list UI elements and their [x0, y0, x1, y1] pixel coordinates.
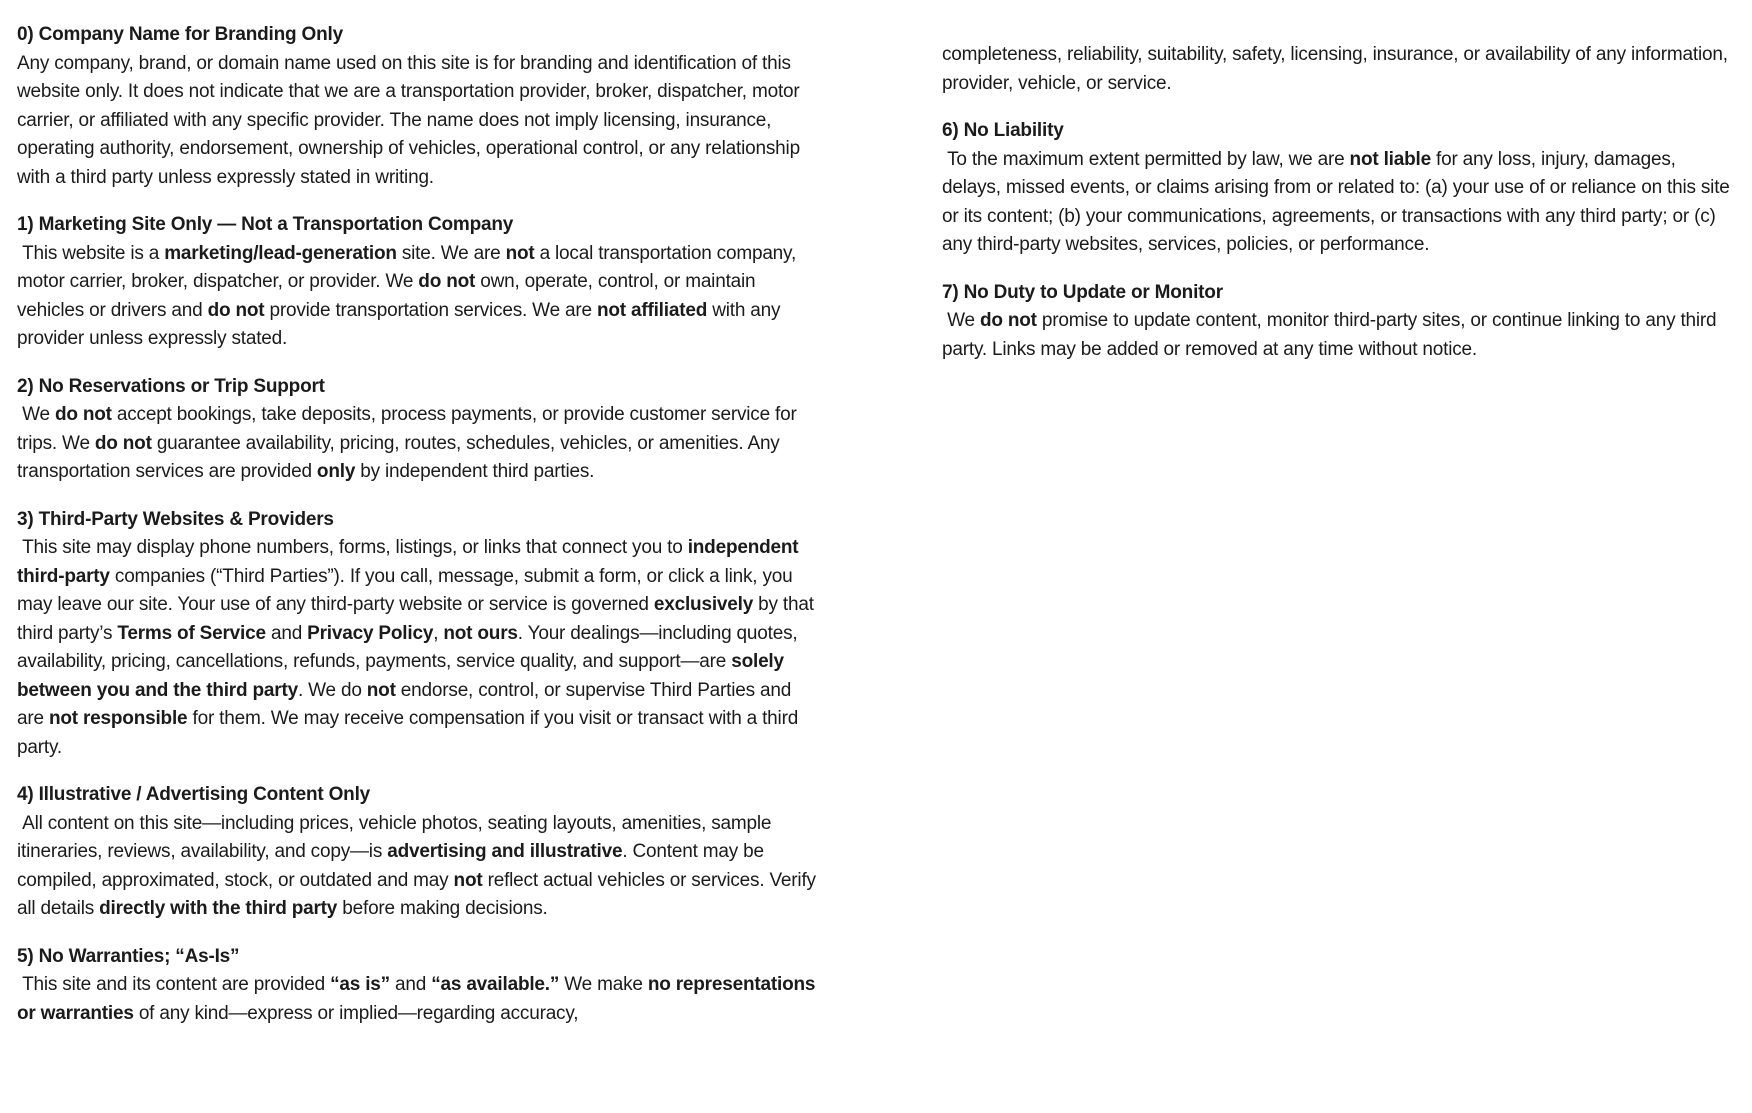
- disclaimer-section: [942, 117, 1739, 260]
- section-body: Any company, brand, or domain name used on this site is for branding and identification of this website only. It does not indicate that we are a transportation provider, broker, dispatcher, motor carrier, or affiliated with any specific provider. The name does not imply licensing, insurance, operating authority, endorsement, ownership of vehicles, operational control, or any relationship with a third party unless expressly stated in writing.: [17, 52, 806, 188]
- disclaimer-section: [942, 41, 1739, 98]
- disclaimer-section: [17, 211, 818, 354]
- section-body: To the maximum extent permitted by law, we are not liable for any loss, injury, damages, delays, missed events, or claims arising from or related to: (a) your use of or reliance on this site or its content; (b) your communications, agreements, or transactions with any third party; or (c) any third-party websites, services, policies, or performance.: [942, 148, 1735, 255]
- section-body: This site may display phone numbers, forms, listings, or links that connect you to independent third-party companies (“Third Parties”). If you call, message, submit a form, or click a link, you may leave our site. Your use of any third-party website or service is governed exclusively by that third party’s Terms of Service and Privacy Policy, not ours. Your dealings—including quotes, availability, pricing, cancellations, refunds, payments, service quality, and support—are solely between you and the third party. We do not endorse, control, or supervise Third Parties and are not responsible for them. We may receive compensation if you visit or transact with a third party.: [17, 537, 819, 758]
- section-heading: 5) No Warranties; “As-Is”: [17, 945, 240, 967]
- disclaimer-section: [942, 279, 1739, 365]
- disclaimer-section: [17, 781, 821, 924]
- column-right: [942, 41, 1739, 383]
- section-body: We do not promise to update content, monitor third-party sites, or continue linking to any third party. Links may be added or removed at any time without notice.: [942, 310, 1722, 360]
- section-body: completeness, reliability, suitability, safety, licensing, insurance, or availability of any information, provider, vehicle, or service.: [942, 44, 1733, 94]
- disclaimer-section: [17, 943, 821, 1029]
- section-body: This site and its content are provided “as is” and “as available.” We make no representations or warranties of any kind—express or implied—regarding accuracy,: [17, 974, 821, 1024]
- disclaimer-section: [17, 506, 818, 763]
- section-body: All content on this site—including prices, vehicle photos, seating layouts, amenities, sample itineraries, reviews, availability, and copy—is advertising and illustrative. Content may be compiled, approximated, stock, or outdated and may not reflect actual vehicles or services. Verify all details directly with the third party before making decisions.: [17, 812, 821, 919]
- section-heading: 7) No Duty to Update or Monitor: [942, 281, 1223, 303]
- section-heading: 4) Illustrative / Advertising Content Only: [17, 784, 371, 805]
- section-heading: 0) Company Name for Branding Only: [17, 24, 343, 45]
- section-body: This website is a marketing/lead-generation site. We are not a local transportation company, motor carrier, broker, dispatcher, or provider. We do not own, operate, control, or maintain vehicles or drivers and do not provide transportation services. We are not affiliated with any provider unless expressly stated.: [17, 242, 802, 349]
- section-heading: 3) Third-Party Websites & Providers: [17, 508, 334, 530]
- section-body: We do not accept bookings, take deposits, process payments, or provide customer service for trips. We do not guarantee availability, pricing, routes, schedules, vehicles, or amenities. Any transportation services are provided only by independent third parties.: [17, 404, 802, 482]
- column-left: [17, 21, 821, 1047]
- section-heading: 1) Marketing Site Only — Not a Transportation Company: [17, 214, 514, 235]
- disclaimer-section: [17, 21, 818, 192]
- disclaimer-section: [17, 373, 818, 487]
- section-heading: 6) No Liability: [942, 120, 1064, 141]
- section-heading: 2) No Reservations or Trip Support: [17, 375, 325, 397]
